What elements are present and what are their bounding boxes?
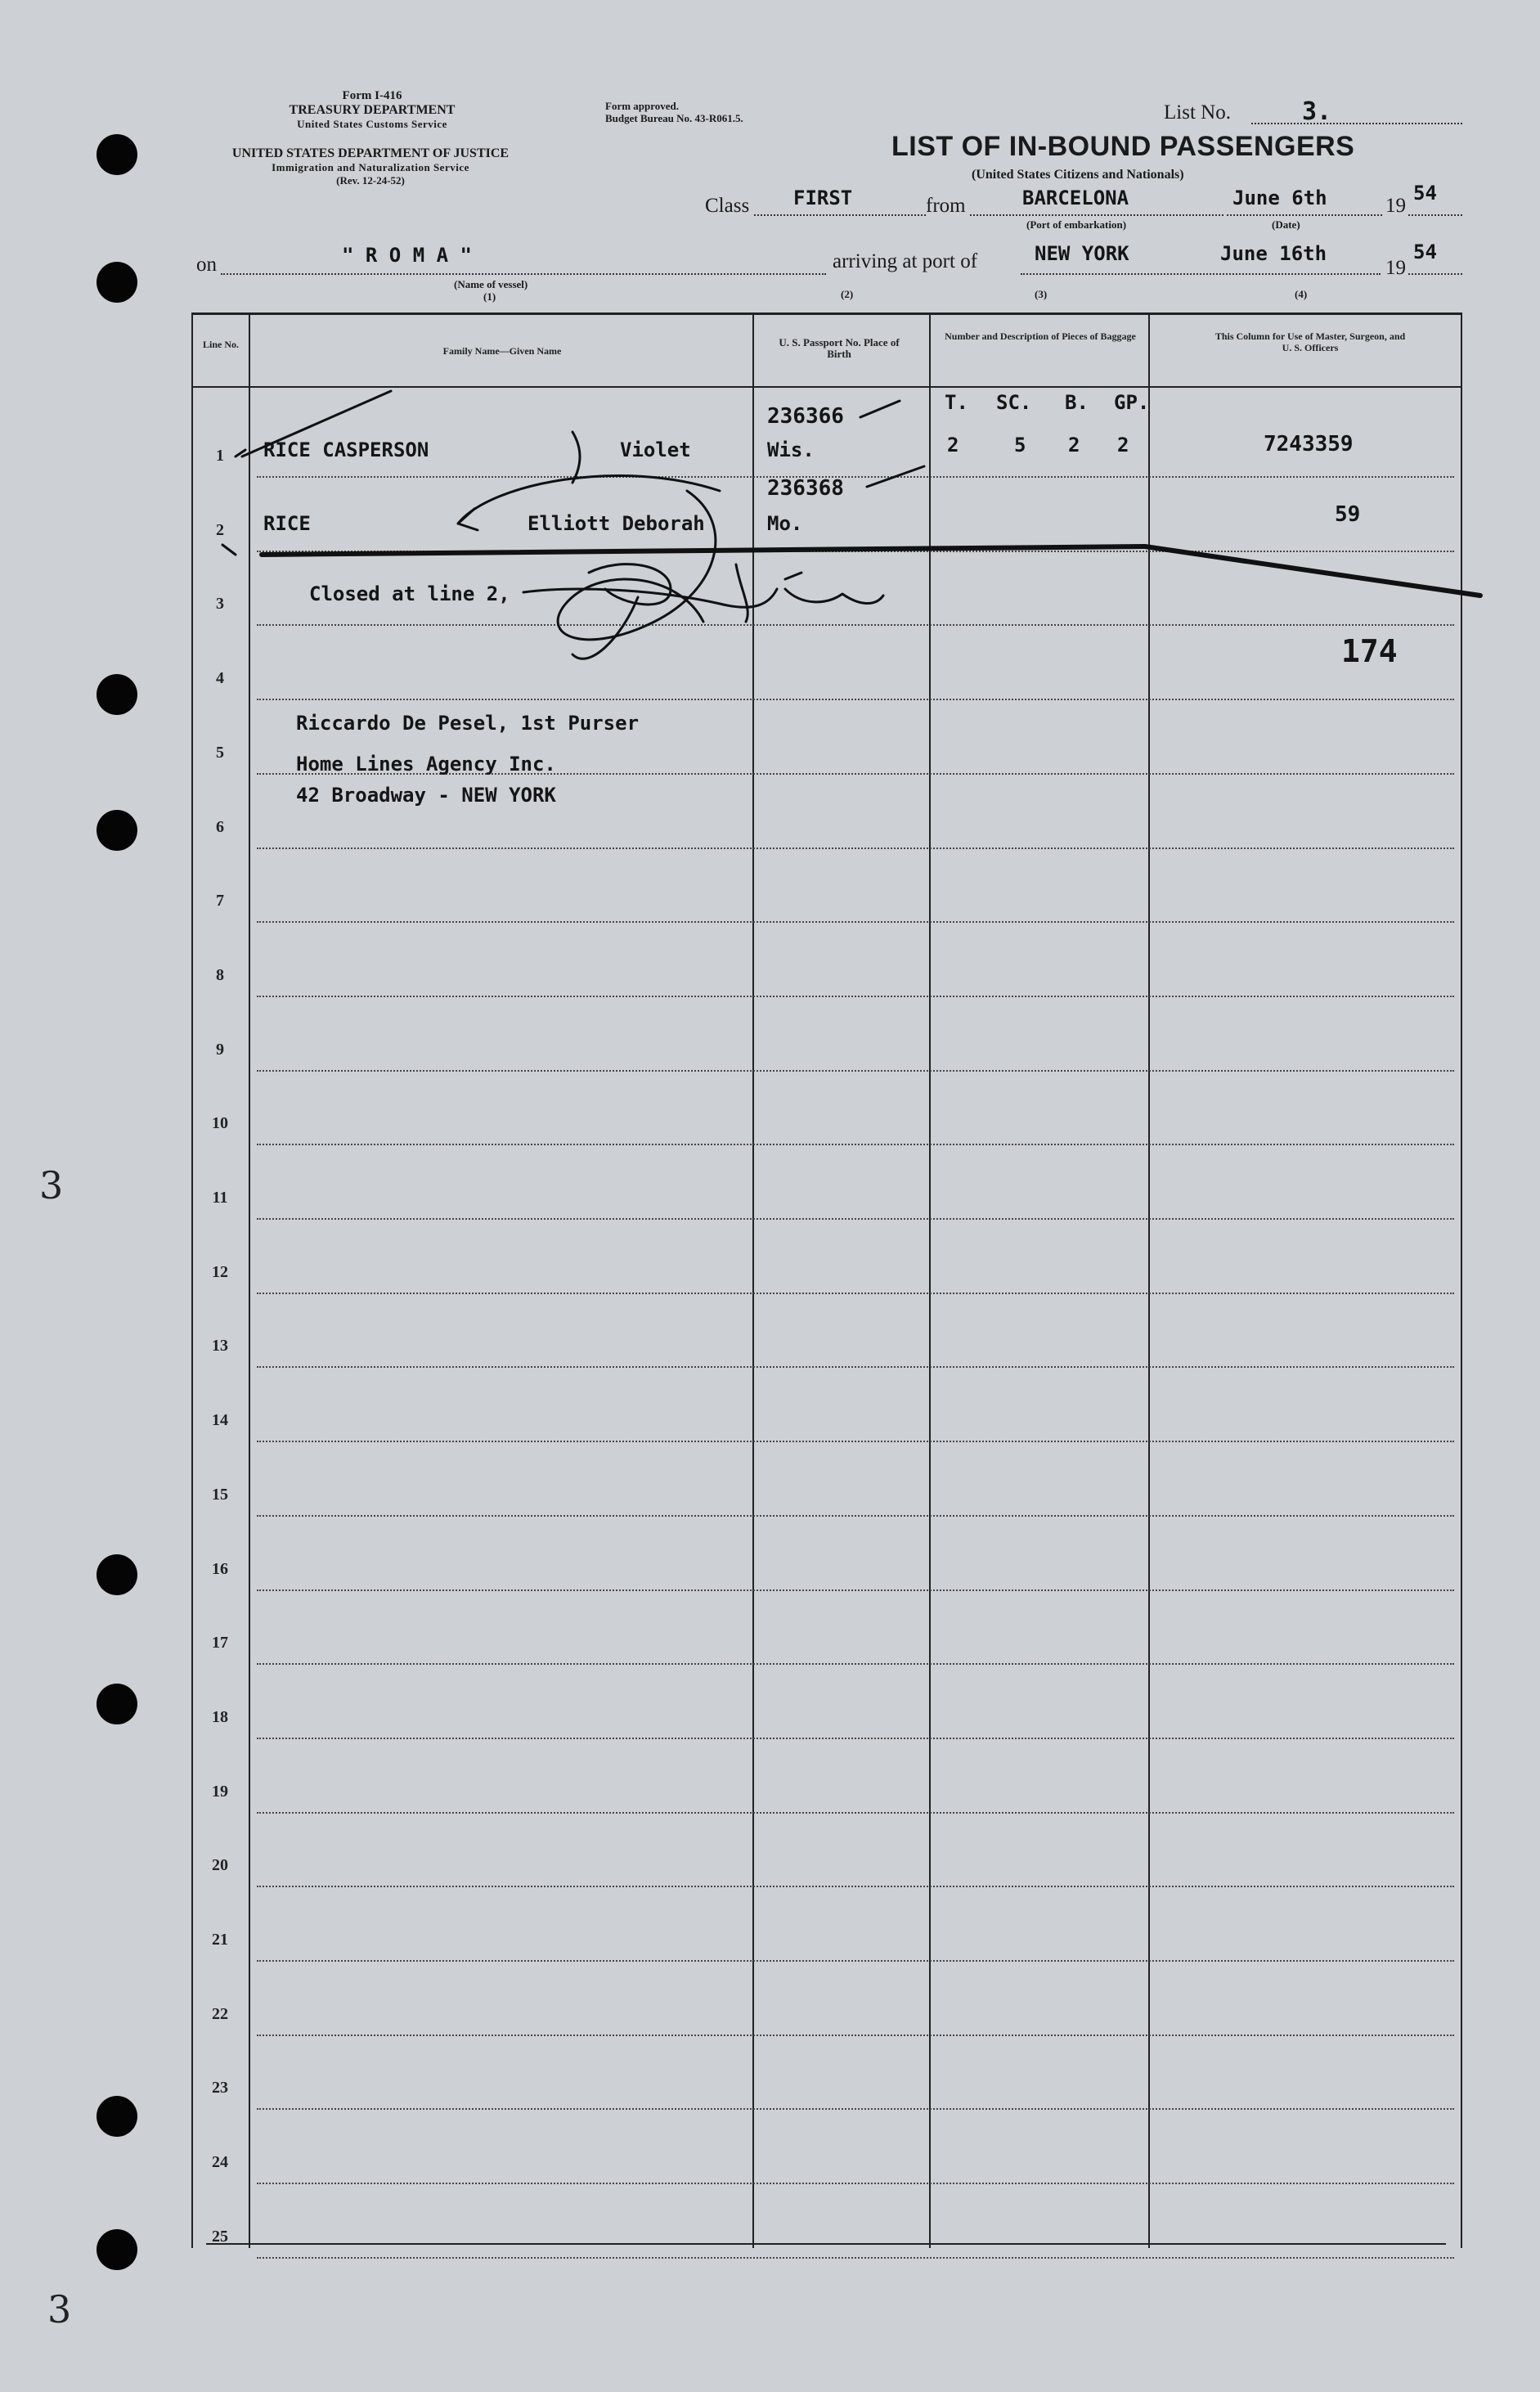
officer-note: 59 — [1335, 502, 1361, 527]
row-number: 5 — [216, 743, 224, 762]
list-no-label: List No. — [1164, 101, 1231, 124]
row-number: 9 — [216, 1040, 224, 1059]
baggage-type: T. — [945, 391, 968, 414]
row-number: 6 — [216, 817, 224, 836]
baggage-count: 2 — [1068, 434, 1080, 456]
class-label: Class — [705, 195, 750, 217]
baggage-count: 2 — [1117, 434, 1129, 456]
baggage-type: B. — [1065, 391, 1089, 414]
vessel-name: " R O M A " — [342, 244, 472, 267]
baggage-count: 5 — [1014, 434, 1026, 456]
margin-mark: 3 — [39, 1163, 64, 1207]
customs-service: United States Customs Service — [297, 118, 447, 130]
row-number: 21 — [212, 1931, 228, 1949]
passenger-given-name: Violet — [620, 438, 691, 461]
col-header-line-no: Line No. — [202, 339, 239, 350]
row-number: 15 — [212, 1485, 228, 1504]
row-number: 10 — [212, 1114, 228, 1133]
departure-year: 54 — [1413, 182, 1437, 205]
row-number: 4 — [216, 669, 224, 688]
from-value: BARCELONA — [1022, 187, 1129, 209]
class-value: FIRST — [793, 187, 853, 209]
passport-no: 236368 — [767, 476, 844, 501]
arrival-year: 54 — [1413, 241, 1437, 263]
baggage-type: SC. — [996, 391, 1032, 414]
row-number: 24 — [212, 2153, 228, 2172]
arrival-year-prefix: 19 — [1385, 257, 1406, 279]
row-number: 2 — [216, 520, 224, 539]
purser-signature-line: Riccardo De Pesel, 1st Purser — [296, 712, 640, 735]
row-number: 12 — [212, 1262, 228, 1281]
baggage-type: GP. — [1114, 391, 1150, 414]
officer-note: 7243359 — [1264, 432, 1354, 456]
row-number: 25 — [212, 2227, 228, 2246]
row-number: 7 — [216, 892, 224, 910]
row-number: 3 — [216, 595, 224, 614]
form-approved: Form approved. — [605, 100, 680, 112]
passenger-given-name: Elliott Deborah — [528, 512, 705, 535]
budget-bureau: Budget Bureau No. 43-R061.5. — [605, 112, 743, 124]
col2-caption: (2) — [841, 288, 854, 300]
baggage-count: 2 — [947, 434, 959, 456]
col-header-baggage: Number and Description of Pieces of Baggage — [945, 330, 1136, 342]
form-subtitle: (United States Citizens and Nationals) — [972, 168, 1184, 182]
col4-caption: (4) — [1295, 288, 1308, 300]
arrival-date: June 16th — [1220, 242, 1327, 265]
row-number: 22 — [212, 2004, 228, 2023]
row-number: 8 — [216, 965, 224, 984]
row-number: 13 — [212, 1337, 228, 1356]
margin-mark: 3 — [47, 2287, 72, 2331]
closed-note: Closed at line 2, — [309, 582, 510, 605]
col-header-officers: This Column for Use of Master, Surgeon, and U. S. Officers — [1214, 330, 1406, 353]
vessel-caption: (Name of vessel) — [454, 278, 528, 290]
row-number: 17 — [212, 1634, 228, 1652]
on-label: on — [196, 254, 217, 276]
form-revision: (Rev. 12-24-52) — [336, 174, 405, 187]
row-number: 19 — [212, 1782, 228, 1801]
year-prefix: 19 — [1385, 195, 1406, 217]
passenger-count: 174 — [1341, 633, 1398, 669]
port-embarkation-caption: (Port of embarkation) — [1026, 218, 1127, 231]
vessel-caption-num: (1) — [483, 290, 496, 303]
form-title: LIST OF IN-BOUND PASSENGERS — [891, 131, 1355, 162]
date-caption: (Date) — [1272, 218, 1300, 231]
birthplace: Wis. — [767, 438, 815, 461]
treasury-department: TREASURY DEPARTMENT — [289, 103, 456, 117]
justice-department: UNITED STATES DEPARTMENT OF JUSTICE — [231, 146, 510, 160]
row-number: 20 — [212, 1856, 228, 1875]
passenger-family-name: RICE CASPERSON — [263, 438, 429, 461]
row-number: 11 — [212, 1189, 228, 1207]
row-number: 1 — [216, 447, 224, 465]
col-header-passport: U. S. Passport No. Place of Birth — [779, 336, 900, 360]
col3-caption: (3) — [1035, 288, 1048, 300]
row-number: 23 — [212, 2079, 228, 2097]
from-label: from — [926, 195, 966, 217]
passport-no: 236366 — [767, 404, 844, 429]
passenger-family-name: RICE — [263, 512, 311, 535]
agency-name: Home Lines Agency Inc. — [296, 753, 556, 776]
col-header-name: Family Name—Given Name — [442, 345, 562, 357]
row-number: 16 — [212, 1559, 228, 1578]
birthplace: Mo. — [767, 512, 803, 535]
form-number: Form I-416 — [342, 89, 402, 102]
row-number: 18 — [212, 1707, 228, 1726]
arrival-port: NEW YORK — [1035, 242, 1129, 265]
immigration-service: Immigration and Naturalization Service — [272, 161, 469, 173]
list-no-value: 3. — [1302, 97, 1332, 126]
agency-address: 42 Broadway - NEW YORK — [296, 784, 556, 807]
row-number: 14 — [212, 1411, 228, 1430]
departure-date: June 6th — [1232, 187, 1327, 209]
arriving-label: arriving at port of — [833, 250, 978, 272]
